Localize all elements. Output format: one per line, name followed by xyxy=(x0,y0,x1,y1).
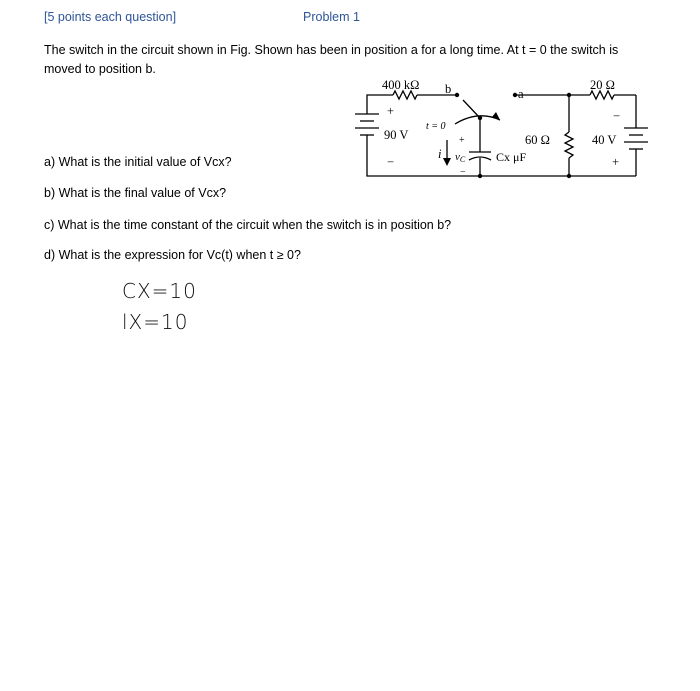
label-40v-minus: − xyxy=(613,109,621,123)
label-cap-plus: + xyxy=(459,135,465,146)
handwritten-note-2: lX=10 xyxy=(122,310,189,334)
label-switch-time: t = 0 xyxy=(426,121,446,132)
label-a: a xyxy=(518,87,524,101)
label-cap-minus: − xyxy=(460,167,466,178)
problem-title: Problem 1 xyxy=(303,10,360,24)
resistor-400k xyxy=(393,91,417,99)
label-cap: Cx μF xyxy=(496,150,527,164)
label-vc: vC xyxy=(455,151,466,164)
question-d: d) What is the expression for Vc(t) when t ≥ 0? xyxy=(44,248,301,262)
label-60: 60 Ω xyxy=(525,133,550,147)
question-b: b) What is the final value of Vcx? xyxy=(44,186,227,200)
label-90v: 90 V xyxy=(384,128,409,142)
resistor-60 xyxy=(565,132,573,158)
label-40v-plus: + xyxy=(612,155,620,169)
node-b xyxy=(455,93,459,97)
question-c: c) What is the time constant of the circuit when the switch is in position b? xyxy=(44,218,452,232)
node-pivot xyxy=(478,116,482,120)
node-bottom-right xyxy=(567,174,571,178)
left-top-wire xyxy=(367,95,393,103)
current-arrow-head xyxy=(443,158,451,166)
node-top-right xyxy=(567,93,571,97)
label-b: b xyxy=(445,82,452,96)
node-bottom xyxy=(478,174,482,178)
handwritten-note-1: CX=10 xyxy=(122,279,197,303)
label-current: i xyxy=(438,147,442,161)
label-90v-minus: − xyxy=(387,155,395,169)
resistor-20 xyxy=(590,91,614,99)
label-20: 20 Ω xyxy=(590,78,615,92)
points-header: [5 points each question] xyxy=(44,10,177,24)
question-a: a) What is the initial value of Vcx? xyxy=(44,155,232,169)
label-40v: 40 V xyxy=(592,133,617,147)
label-400k: 400 kΩ xyxy=(382,78,420,92)
label-90v-plus: + xyxy=(387,104,395,118)
problem-statement: The switch in the circuit shown in Fig. Shown has been in position a for a long time. At t = 0 the switch is moved to position b. xyxy=(44,43,619,76)
node-a xyxy=(513,93,517,97)
switch-blade xyxy=(463,100,480,118)
